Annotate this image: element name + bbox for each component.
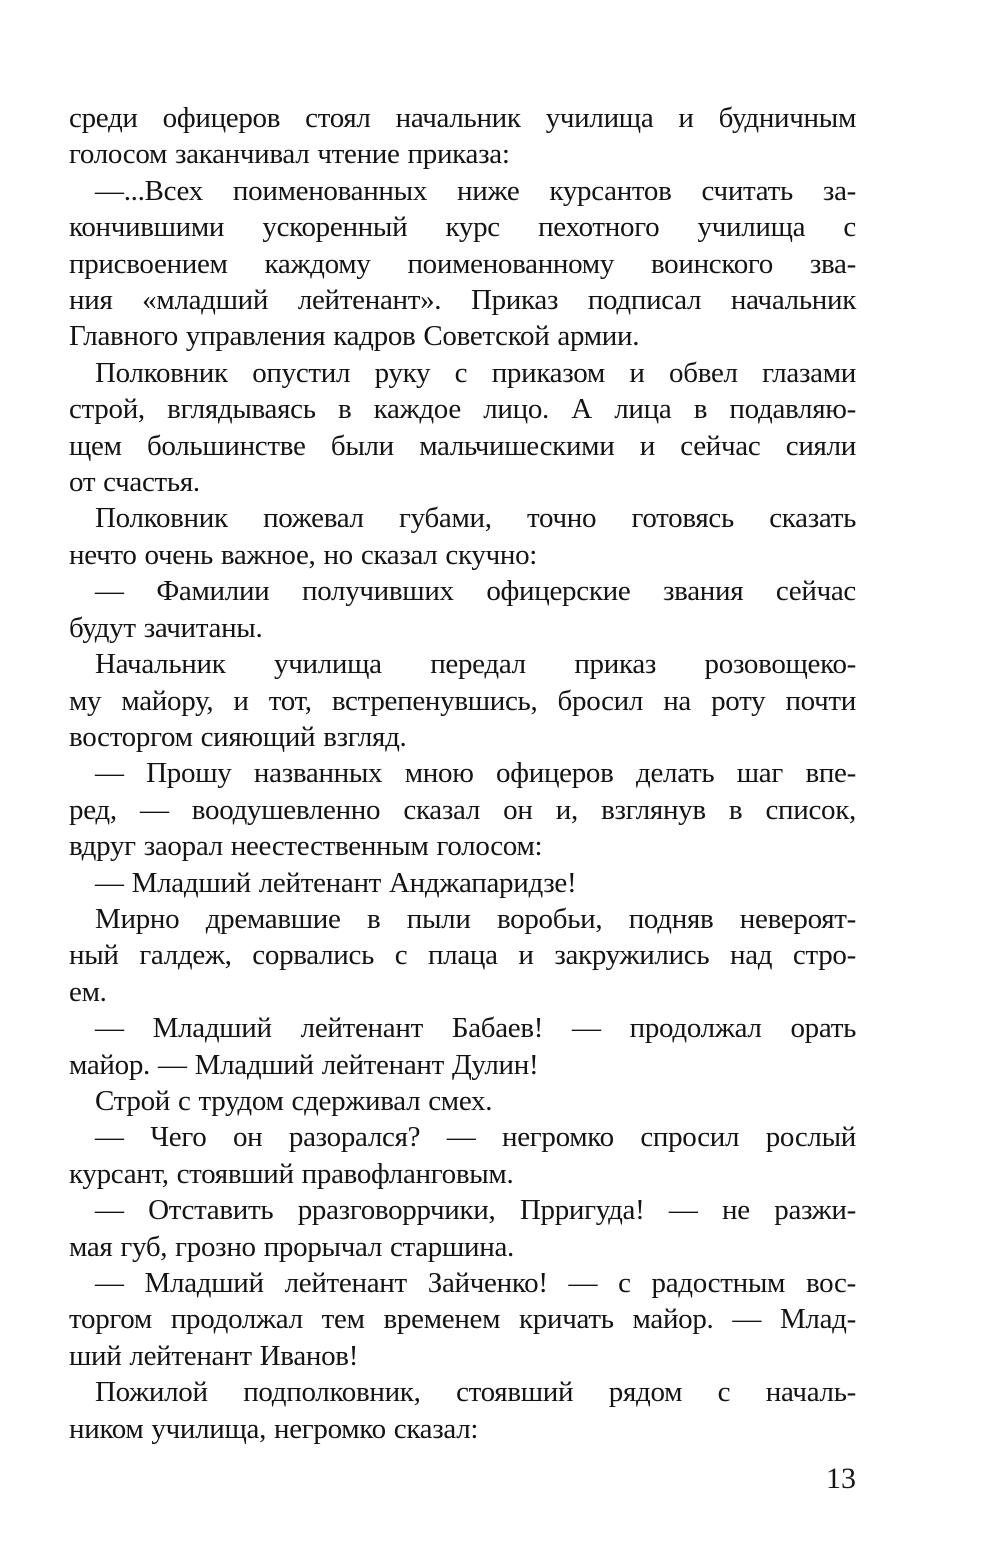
text-line: ником училища, негромко сказал:: [69, 1412, 479, 1445]
text-line: щем большинстве были мальчишескими и сейчас сияли: [69, 429, 856, 462]
text-line: вдруг заорал неестественным голосом:: [69, 830, 543, 863]
text-line: ред, — воодушевленно сказал он и, взглянув в список,: [69, 793, 856, 826]
page-text: [69, 100, 856, 1447]
text-line: Полковник опустил руку с приказом и обвел глазами: [95, 356, 856, 389]
text-line: — Прошу названных мною офицеров делать шаг впе-: [95, 757, 856, 790]
text-line: среди офицеров стоял начальник училища и будничным: [69, 102, 856, 134]
text-line: —...Всех поименованных ниже курсантов считать за-: [95, 174, 856, 207]
text-line: Пожилой подполковник, стоявший рядом с началь-: [95, 1376, 856, 1409]
text-line: Главного управления кадров Советской армии.: [69, 320, 640, 353]
text-line: — Младший лейтенант Анджапаридзе!: [95, 866, 577, 899]
text-line: му майору, и тот, встрепенувшись, бросил на роту почти: [69, 684, 856, 717]
text-line: будут зачитаны.: [69, 611, 263, 644]
text-line: Начальник училища передал приказ розовощеко-: [95, 648, 856, 681]
text-line: мая губ, грозно прорычал старшина.: [69, 1230, 514, 1263]
text-line: — Младший лейтенант Бабаев! — продолжал орать: [95, 1012, 856, 1045]
text-line: майор. — Младший лейтенант Дулин!: [69, 1048, 539, 1081]
text-line: кончившими ускоренный курс пехотного училища с: [69, 211, 856, 244]
text-line: курсант, стоявший правофланговым.: [69, 1157, 514, 1190]
text-line: голосом заканчивал чтение приказа:: [69, 138, 510, 171]
text-line: нечто очень важное, но сказал скучно:: [69, 538, 538, 571]
text-line: ем.: [69, 975, 107, 1008]
text-line: восторгом сияющий взгляд.: [69, 720, 407, 753]
text-line: — Чего он разорался? — негромко спросил рослый: [95, 1121, 856, 1154]
text-line: от счастья.: [69, 466, 200, 499]
text-line: ший лейтенант Иванов!: [69, 1339, 359, 1372]
page-number: 13: [826, 1462, 856, 1495]
text-line: — Фамилии получивших офицерские звания сейчас: [95, 575, 856, 608]
text-line: строй, вглядываясь в каждое лицо. А лица в подавляю-: [69, 393, 856, 426]
text-line: Строй с трудом сдерживал смех.: [95, 1084, 493, 1117]
text-line: — Отставить рразговоррчики, Прригуда! — не разжи-: [95, 1194, 856, 1227]
text-line: Мирно дремавшие в пыли воробьи, подняв невероят-: [95, 902, 856, 935]
text-line: присвоением каждому поименованному воинского зва-: [69, 247, 856, 280]
text-line: ния «младший лейтенант». Приказ подписал начальник: [69, 284, 856, 317]
text-line: ный галдеж, сорвались с плаца и закружились над стро-: [69, 939, 856, 972]
text-line: — Младший лейтенант Зайченко! — с радостным вос-: [95, 1267, 856, 1299]
text-line: торгом продолжал тем временем кричать майор. — Млад-: [69, 1303, 856, 1336]
text-line: Полковник пожевал губами, точно готовясь сказать: [95, 502, 856, 535]
